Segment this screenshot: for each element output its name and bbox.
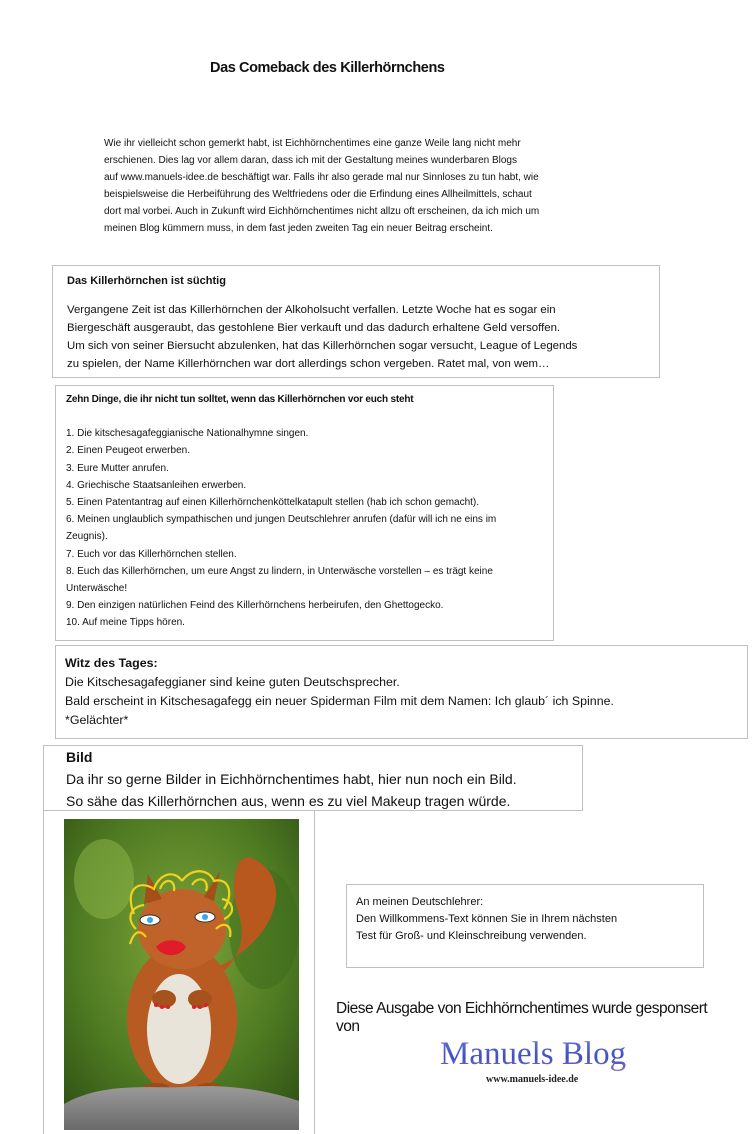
sponsor-text: Diese Ausgabe von Eichhörnchentimes wurde gesponsert von bbox=[336, 1000, 708, 1035]
list-item: 1. Die kitschesagafeggianische Nationalhymne singen. bbox=[66, 428, 309, 440]
list-item: 4. Griechische Staatsanleihen erwerben. bbox=[66, 479, 247, 491]
bild-box bbox=[43, 745, 583, 811]
witz-heading: Witz des Tages: bbox=[65, 656, 158, 670]
intro-line bbox=[104, 169, 604, 186]
witz-line: Die Kitschesagafeggianer sind keine guten Deutschsprecher. bbox=[65, 675, 400, 689]
sucht-line: Vergangene Zeit ist das Killerhörnchen der Alkoholsucht verfallen. Letzte Woche hat es sogar ein bbox=[67, 304, 556, 316]
list-item: 5. Einen Patentantrag auf einen Killerhörnchenköttelkatapult stellen (hab ich schon gemacht). bbox=[66, 497, 480, 509]
bild-line: So sähe das Killerhörnchen aus, wenn es zu viel Makeup tragen würde. bbox=[66, 793, 511, 809]
logo-title: Manuels Blog bbox=[440, 1036, 627, 1072]
witz-line: *Gelächter* bbox=[65, 713, 129, 727]
divider bbox=[43, 810, 44, 1134]
list-item: 9. Den einzigen natürlichen Feind des Killerhörnchens herbeirufen, den Ghettogecko. bbox=[66, 600, 444, 612]
list-item: 3. Eure Mutter anrufen. bbox=[66, 462, 169, 474]
zehn-dinge-heading: Zehn Dinge, die ihr nicht tun solltet, wenn das Killerhörnchen vor euch steht bbox=[66, 394, 414, 405]
bild-heading: Bild bbox=[66, 749, 93, 765]
zehn-dinge-box bbox=[55, 385, 554, 641]
list-item: Zeugnis). bbox=[66, 531, 108, 543]
intro-line: auf www.manuels-idee.de beschäftigt war. Falls ihr also gerade mal nur Sinnloses zu tun habt, wie bbox=[104, 172, 539, 183]
list-item: 8. Euch das Killerhörnchen, um eure Angst zu lindern, in Unterwäsche vorstellen – es trägt keine bbox=[66, 565, 493, 577]
sucht-box bbox=[52, 265, 660, 378]
list-item: Unterwäsche! bbox=[66, 583, 128, 595]
intro-line: beispielsweise die Herbeiführung des Weltfriedens oder die Erfindung eines Allheilmittels, schaut bbox=[104, 189, 532, 200]
deutschlehrer-note bbox=[346, 884, 704, 968]
intro-line: dort mal vorbei. Auch in Zukunft wird Eichhörnchentimes nicht allzu oft erscheinen, da ich mich um bbox=[104, 206, 540, 217]
logo-image bbox=[438, 1030, 638, 1090]
note-line: Test für Groß- und Kleinschreibung verwenden. bbox=[356, 930, 587, 942]
squirrel-photo bbox=[64, 819, 299, 1130]
intro-line: meinen Blog kümmern muss, in dem fast jeden zweiten Tag ein neuer Beitrag erscheint. bbox=[104, 223, 493, 234]
sucht-line: Biergeschäft ausgeraubt, das gestohlene Bier verkauft und das dadurch erhaltene Geld versoffen. bbox=[67, 322, 561, 334]
divider bbox=[314, 810, 315, 1134]
sucht-line: zu spielen, der Name Killerhörnchen war dort allerdings schon vergeben. Ratet mal, von wem… bbox=[67, 358, 550, 370]
intro-text bbox=[104, 135, 604, 237]
note-line: Den Willkommens-Text können Sie in Ihrem nächsten bbox=[356, 913, 618, 925]
sucht-heading: Das Killerhörnchen ist süchtig bbox=[67, 275, 226, 287]
list-item: 2. Einen Peugeot erwerben. bbox=[66, 445, 190, 457]
intro-line: Wie ihr vielleicht schon gemerkt habt, ist Eichhörnchentimes eine ganze Weile lang nicht mehr bbox=[104, 138, 521, 149]
list-item: 7. Euch vor das Killerhörnchen stellen. bbox=[66, 548, 237, 560]
manuels-blog-logo[interactable] bbox=[438, 1030, 638, 1090]
squirrel-image bbox=[64, 819, 299, 1130]
sucht-line: Um sich von seiner Biersucht abzulenken, hat das Killerhörnchen sogar versucht, League of Legends bbox=[67, 340, 578, 352]
logo-url: www.manuels-idee.de bbox=[486, 1074, 579, 1085]
page-title: Das Comeback des Killerhörnchens bbox=[210, 60, 445, 76]
witz-box bbox=[55, 645, 748, 739]
list-item: 6. Meinen unglaublich sympathischen und jungen Deutschlehrer anrufen (dafür will ich ne eins im bbox=[66, 514, 497, 526]
bild-line: Da ihr so gerne Bilder in Eichhörnchentimes habt, hier nun noch ein Bild. bbox=[66, 771, 517, 787]
list-item: 10. Auf meine Tipps hören. bbox=[66, 617, 185, 629]
note-line: An meinen Deutschlehrer: bbox=[356, 896, 484, 908]
zehn-dinge-list bbox=[66, 425, 543, 631]
witz-line: Bald erscheint in Kitschesagafegg ein neuer Spiderman Film mit dem Namen: Ich glaub´ ich Spinne. bbox=[65, 694, 614, 708]
intro-line: erschienen. Dies lag vor allem daran, dass ich mit der Gestaltung meines wunderbaren Blogs bbox=[104, 155, 517, 166]
